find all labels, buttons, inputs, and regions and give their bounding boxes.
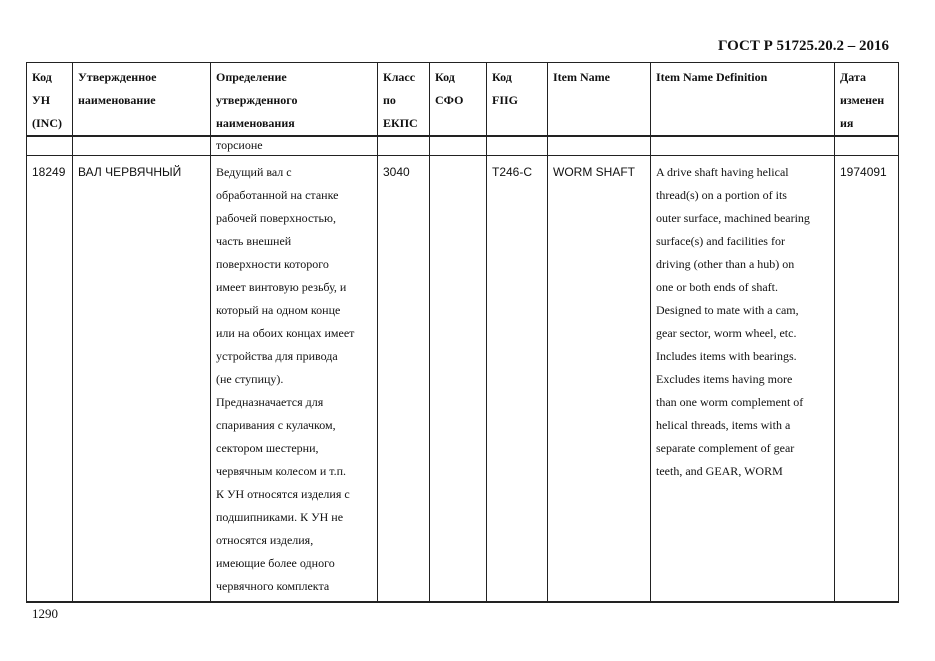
col-date-header: Дата изменен ия: [835, 63, 899, 137]
col-sfo-header: Код СФО: [430, 63, 487, 137]
header-row: [27, 63, 899, 137]
ekps-cell: 3040: [378, 156, 430, 603]
col-approved-name-header: Утвержденное наименование: [73, 63, 211, 137]
item-definition-cell: A drive shaft having helical thread(s) on a portion of its outer surface, machined bearing surface(s) and facilities for driving (other than a hub) on one or both ends of shaft. Designed to mate with a cam, gear sector, worm wheel, etc. Includes items with bearings. Excludes items having more than one worm complement of helical threads, items with a separate complement of gear teeth, and GEAR, WORM: [651, 156, 835, 603]
definition-cell: Ведущий вал с обработанной на станке рабочей поверхностью, часть внешней поверхности которого имеет винтовую резьбу, и который на одном конце или на обоих концах имеет устройства для привода (не ступицу). Предназначается для спаривания с кулачком, сектором шестерни, червячным колесом и т.п. К УН относятся изделия с подшипниками. К УН не относятся изделия, имеющие более одного червячного комплекта: [211, 156, 378, 603]
inc-cell: 18249: [27, 156, 73, 603]
continuation-row: [27, 136, 899, 156]
col-item-definition-header: Item Name Definition: [651, 63, 835, 137]
col-inc-header: Код УН (INC): [27, 63, 73, 137]
date-cell: 1974091: [835, 156, 899, 603]
col-definition-header: Определение утвержденного наименования: [211, 63, 378, 137]
item-name-cell: WORM SHAFT: [548, 156, 651, 603]
table-row: [27, 156, 899, 603]
nomenclature-table: [26, 62, 899, 603]
col-ekps-header: Класс по ЕКПС: [378, 63, 430, 137]
continuation-text: торсионе: [211, 136, 378, 156]
fiig-cell: T246-C: [487, 156, 548, 603]
approved-name-cell: ВАЛ ЧЕРВЯЧНЫЙ: [73, 156, 211, 603]
standard-designation: ГОСТ Р 51725.20.2 – 2016: [717, 38, 889, 54]
sfo-cell: [430, 156, 487, 603]
col-item-name-header: Item Name: [548, 63, 651, 137]
page-number: 1290: [32, 606, 58, 621]
col-fiig-header: Код FIIG: [487, 63, 548, 137]
